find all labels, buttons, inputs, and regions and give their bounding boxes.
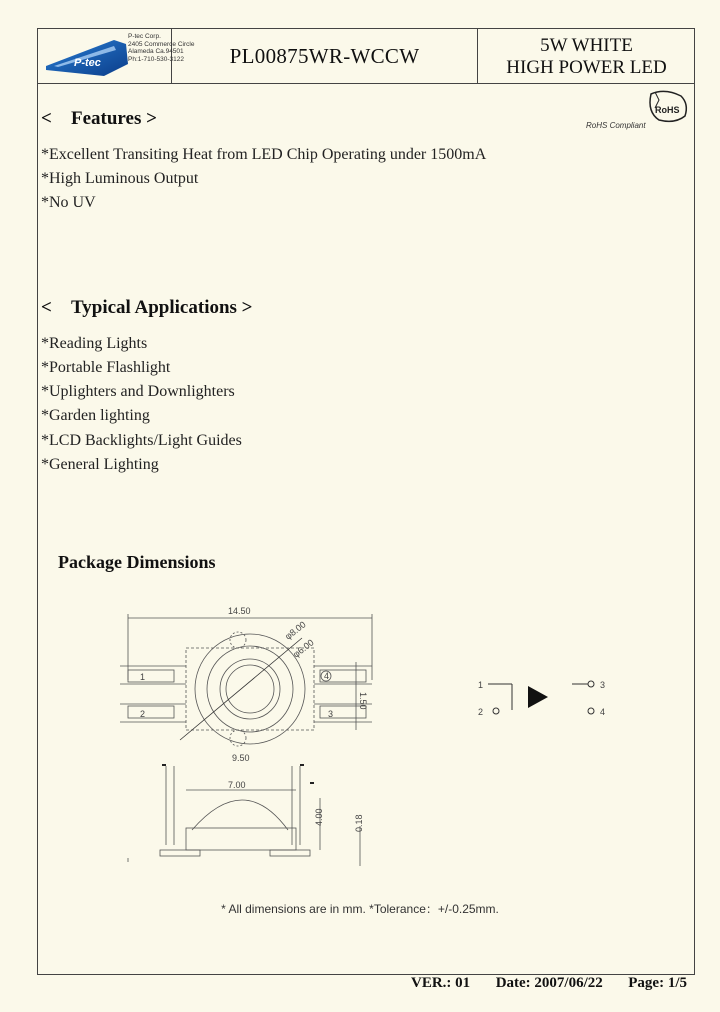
- application-item: *LCD Backlights/Light Guides: [41, 432, 242, 449]
- schematic-pin-2: 2: [478, 707, 484, 717]
- dim-lens-width: 7.00: [228, 780, 246, 790]
- schematic-pin-4: 4: [600, 707, 606, 717]
- company-line: P-tec Corp.: [128, 33, 161, 40]
- heading-prefix: <: [41, 297, 52, 318]
- pin-label: 1: [140, 672, 146, 682]
- footer-page: Page: 1/5: [628, 975, 687, 991]
- pin-label: 3: [328, 709, 334, 719]
- dim-body-width: 9.50: [232, 753, 250, 763]
- company-line: Alameda Ca.94501: [128, 48, 184, 56]
- features-heading-text: Features >: [71, 108, 157, 129]
- footer-date: Date: 2007/06/22: [495, 975, 603, 991]
- package-dimensions-heading: Package Dimensions: [58, 552, 216, 572]
- application-item: *Reading Lights: [41, 335, 148, 352]
- dim-height: 4.00: [314, 808, 324, 826]
- application-item: *General Lighting: [41, 456, 159, 473]
- dim-lead-pitch: 1.50: [358, 692, 368, 710]
- logo-brand: P-tec: [74, 57, 101, 69]
- application-item: *Portable Flashlight: [41, 359, 171, 376]
- rohs-label: RoHS Compliant: [586, 121, 646, 130]
- dimension-note: * All dimensions are in mm. *Tolerance：+/-0.25mm.: [221, 902, 499, 916]
- heading-prefix: <: [41, 108, 52, 129]
- product-title: [478, 35, 695, 79]
- pin-label: 2: [140, 709, 146, 719]
- dim-outer-diameter: φ8.00: [283, 619, 308, 642]
- feature-item: *Excellent Transiting Heat from LED Chip Operating under 1500mA: [41, 146, 487, 163]
- feature-item: *No UV: [41, 194, 96, 211]
- part-number: PL00875WR-WCCW: [229, 44, 420, 68]
- schematic-pin-1: 1: [478, 680, 484, 690]
- application-item: *Garden lighting: [41, 407, 150, 424]
- dim-lead-thickness: 0.18: [354, 814, 364, 832]
- feature-item: *High Luminous Output: [41, 170, 199, 187]
- schematic-pin-3: 3: [600, 680, 606, 690]
- applications-heading: [41, 297, 253, 319]
- application-item: *Uplighters and Downlighters: [41, 383, 235, 400]
- company-line: Ph:1-710-530-3122: [128, 55, 185, 63]
- applications-heading-text: Typical Applications >: [71, 297, 253, 318]
- features-heading: [41, 108, 157, 130]
- footer: [411, 975, 687, 992]
- company-line: 2405 Commerce Circle: [128, 40, 195, 48]
- pin-label: 4: [324, 671, 330, 681]
- product-title-line1: 5W WHITE: [540, 35, 633, 56]
- dim-overall-width: 14.50: [228, 606, 251, 616]
- rohs-mark: RoHS: [655, 105, 680, 115]
- pin-schematic: [470, 668, 620, 728]
- dim-inner-diameter: φ6.00: [291, 637, 316, 660]
- package-drawing: [120, 600, 380, 875]
- product-title-line2: HIGH POWER LED: [506, 57, 667, 78]
- footer-version: VER.: 01: [411, 975, 471, 991]
